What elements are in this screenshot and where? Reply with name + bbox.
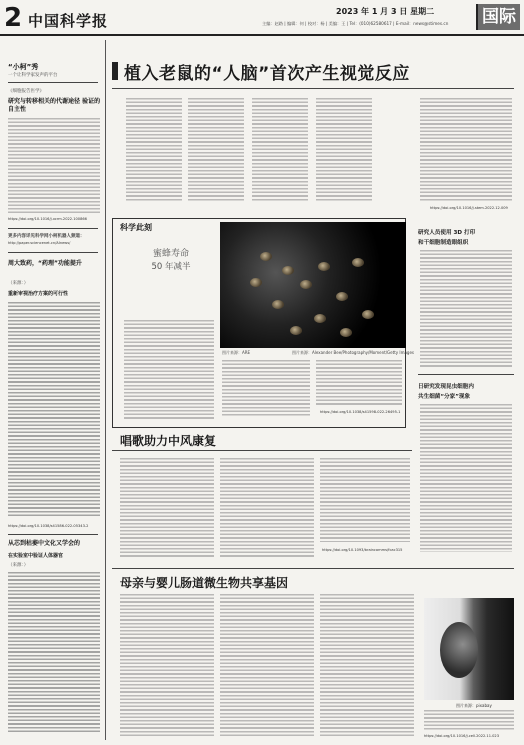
item2-body: [8, 302, 100, 518]
headline-rule: [112, 88, 514, 89]
bee: [314, 314, 326, 323]
section2-url[interactable]: https://doi.org/10.1093/braincomms/fcac315: [322, 548, 403, 552]
section3-headline: 母亲与婴儿肠道微生物共享基因: [120, 576, 289, 590]
bee: [362, 310, 374, 319]
item1-title: 研究与转移相关的代谢途径 验证的自主性: [8, 98, 101, 113]
item1-label: 《细胞报告医学》: [8, 89, 44, 94]
paper-name: 中国科学报: [28, 12, 109, 30]
bee: [282, 266, 294, 275]
section-label: 国际: [476, 4, 520, 30]
section3-body-col1: [120, 594, 214, 736]
headline-marker: [112, 62, 118, 80]
main-body-col2: [188, 98, 244, 202]
divider: [418, 374, 514, 375]
section3-url[interactable]: https://doi.org/10.1016/j.cell.2022.11.023: [424, 734, 500, 738]
bee: [340, 328, 352, 337]
column-intro: 一个让科学家发声的平台: [8, 73, 58, 78]
main-body-col1: [126, 98, 182, 202]
feature-body-col1: [124, 320, 214, 420]
masthead: [0, 0, 524, 36]
feature-subtitle: 50 年减半: [151, 262, 191, 272]
bee-photo: [220, 222, 406, 348]
bee: [272, 300, 284, 309]
bee: [290, 326, 302, 335]
item3-title: 从芯到枯萎中文化又学会的: [8, 540, 81, 547]
bee: [352, 258, 364, 267]
left-column: [4, 40, 106, 740]
right-item2-body: [420, 404, 512, 552]
notice: 更多内容详见科学网小柯机器人频道：: [8, 234, 85, 239]
main-body-col5: [420, 98, 512, 202]
section3-body-col3: [320, 594, 414, 736]
section3-body-col4: [424, 710, 514, 730]
section2-rule: [112, 450, 412, 451]
section3-rule-top: [112, 568, 514, 569]
main-body-col4: [316, 98, 372, 202]
section3-body-col2: [220, 594, 314, 736]
photo-credit-right: 图片来源：Alexander Bee/Photography/Moment/Getty Images: [292, 350, 415, 355]
feature-body-col3: [316, 360, 402, 406]
main-url[interactable]: https://doi.org/10.1016/j.stem.2022.12.009: [430, 206, 508, 210]
column-title: “小柯”秀: [8, 63, 39, 71]
photo-credit: 图片来源：pixabay: [456, 703, 492, 708]
item3-source: （来源：）: [8, 563, 29, 568]
feature-tag: 科学此刻: [120, 223, 152, 232]
item3-sub: 在实验室中验证人体器官: [8, 553, 64, 559]
section2-headline: 唱歌助力中风康复: [120, 434, 217, 448]
section2-body-col2: [220, 458, 314, 558]
bee: [260, 252, 272, 261]
divider: [8, 534, 98, 535]
feature-url[interactable]: https://doi.org/10.1038/s41598-022-26495-1: [320, 410, 401, 414]
right-item1-title: 研究人员使用 3D 打印: [418, 230, 476, 236]
bee: [300, 280, 312, 289]
contact-line: 主编：赵路 | 编辑：何 | 校对：杨 | 美编：王 | Tel：(010)62580617 | E-mail：news@stimes.cn: [262, 21, 449, 26]
issue-date: 2023 年 1 月 3 日 星期二: [336, 7, 435, 16]
right-item2-sub: 共生细菌“分家”现象: [418, 394, 471, 400]
feature-title: 蜜蜂寿命: [152, 249, 189, 259]
section2-body-col3: [320, 458, 410, 542]
divider: [8, 228, 98, 229]
right-item2-title: 日研究发现昆虫细胞内: [418, 384, 474, 390]
section2-body-col1: [120, 458, 214, 558]
item2-sub: 重新审视治疗方案的可行性: [8, 291, 69, 297]
photo-credit-left: 图片来源：ARE: [222, 350, 251, 355]
item2-source: （来源：）: [8, 281, 29, 286]
item1-body: [8, 118, 100, 214]
belly-silhouette: [440, 622, 478, 678]
feature-body-col2: [222, 360, 310, 416]
item2-title: 周大致药，“药理”功能提升: [8, 260, 82, 267]
bee: [250, 278, 262, 287]
main-headline: 植入老鼠的“人脑”首次产生视觉反应: [124, 64, 410, 84]
bee: [318, 262, 330, 271]
main-body-col3: [252, 98, 308, 202]
right-item1-body: [420, 250, 512, 368]
divider: [8, 252, 98, 253]
divider: [8, 82, 98, 83]
notice-url[interactable]: http://paper.sciencenet.cn/AInews/: [8, 241, 71, 245]
item3-body: [8, 572, 100, 732]
item2-url[interactable]: https://doi.org/10.1038/s41586-022-05343-2: [8, 524, 89, 528]
item1-url[interactable]: https://doi.org/10.1016/j.xcrm.2022.100866: [8, 217, 87, 221]
page-number: 2: [4, 3, 23, 33]
bee: [336, 292, 348, 301]
right-item1-sub: 和干细胞制造眼组织: [418, 240, 469, 246]
